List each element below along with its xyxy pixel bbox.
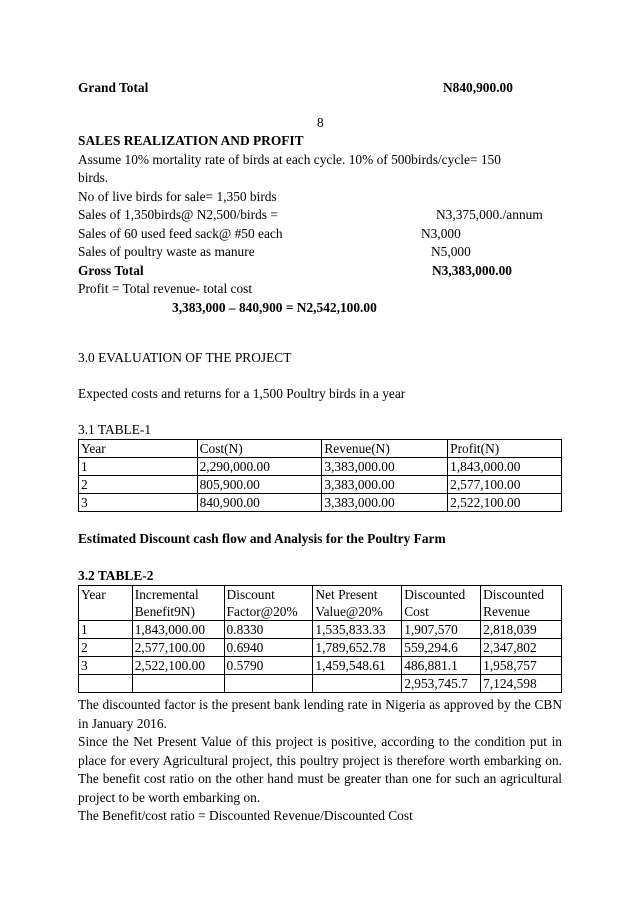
table-cell: 1,843,000.00 (448, 458, 562, 476)
table-header-cell: Discounted Cost (402, 586, 481, 621)
table-cell: 3,383,000.00 (322, 494, 448, 512)
note-discount-factor: The discounted factor is the present bank lending rate in Nigeria as approved by the CBN in January 2016. (78, 697, 562, 731)
table-total-row (79, 675, 562, 693)
table1-caption: 3.1 TABLE-1 (78, 422, 152, 437)
table-cell: 3,383,000.00 (322, 458, 448, 476)
table-header-cell: Net Present Value@20% (313, 586, 402, 621)
evaluation-heading: 3.0 EVALUATION OF THE PROJECT (78, 350, 292, 365)
sales-row-label: Sales of 1,350birds@ N2,500/birds = (78, 207, 278, 222)
discount-heading: Estimated Discount cash flow and Analysis for the Poultry Farm (78, 531, 446, 546)
table-cell: 805,900.00 (197, 476, 322, 494)
table-cell: 1,535,833.33 (313, 621, 402, 639)
table-row (79, 458, 562, 476)
table-cell: 0.8330 (224, 621, 313, 639)
table-header-cell: Year (79, 586, 133, 621)
sales-assumption: Assume 10% mortality rate of birds at each cycle. 10% of 500birds/cycle= 150 (78, 152, 501, 167)
table-cell: 2,290,000.00 (197, 458, 322, 476)
table-cell: 3,383,000.00 (322, 476, 448, 494)
table-cell: 2,818,039 (481, 621, 562, 639)
table-cell (79, 675, 133, 693)
sales-heading: SALES REALIZATION AND PROFIT (78, 133, 304, 148)
table-cell: 2,577,100.00 (132, 639, 224, 657)
table-cell: 2 (79, 639, 133, 657)
table2 (78, 585, 562, 693)
table-header-cell: Year (79, 440, 198, 458)
table-cell: 2,522,100.00 (132, 657, 224, 675)
evaluation-intro: Expected costs and returns for a 1,500 Poultry birds in a year (78, 386, 406, 401)
table-header-row (79, 440, 562, 458)
table-cell: 7,124,598 (481, 675, 562, 693)
profit-formula: Profit = Total revenue- total cost (78, 281, 253, 296)
table-cell: 1,958,757 (481, 657, 562, 675)
sales-row-label: Sales of poultry waste as manure (78, 244, 255, 259)
table-cell: 1,907,570 (402, 621, 481, 639)
table-cell: 2,953,745.7 (402, 675, 481, 693)
table-cell: 2 (79, 476, 198, 494)
grand-total-value: N840,900.00 (443, 80, 513, 95)
gross-total-value: N3,383,000.00 (432, 263, 512, 278)
table-cell: 0.5790 (224, 657, 313, 675)
sales-row-value: N5,000 (431, 244, 471, 259)
table-header-cell: Cost(N) (197, 440, 322, 458)
live-birds-line: No of live birds for sale= 1,350 birds (78, 189, 277, 204)
table-cell: 486,881.1 (402, 657, 481, 675)
table-header-cell: Discount Factor@20% (224, 586, 313, 621)
note-bcr: The Benefit/cost ratio = Discounted Revenue/Discounted Cost (78, 808, 413, 823)
table-header-cell: Incremental Benefit9N) (132, 586, 224, 621)
table-row (79, 657, 562, 675)
table-cell: 840,900.00 (197, 494, 322, 512)
table-cell: 559,294.6 (402, 639, 481, 657)
grand-total-label: Grand Total (78, 80, 149, 95)
table-cell: 3 (79, 494, 198, 512)
table-cell: 1,789,652.78 (313, 639, 402, 657)
sales-row-value: N3,000 (421, 226, 461, 241)
table-header-cell: Profit(N) (448, 440, 562, 458)
page-number: 8 (317, 115, 324, 130)
table-cell (224, 675, 313, 693)
table-row (79, 476, 562, 494)
table-header-cell: Discounted Revenue (481, 586, 562, 621)
table2-caption: 3.2 TABLE-2 (78, 568, 154, 583)
table-cell: 1 (79, 621, 133, 639)
table-header-cell: Revenue(N) (322, 440, 448, 458)
profit-calculation: 3,383,000 – 840,900 = N2,542,100.00 (172, 300, 377, 315)
table-cell: 0.6940 (224, 639, 313, 657)
sales-row-label: Sales of 60 used feed sack@ #50 each (78, 226, 283, 241)
table-header-row (79, 586, 562, 621)
gross-total-label: Gross Total (78, 263, 144, 278)
table-cell: 2,522,100.00 (448, 494, 562, 512)
table-cell: 2,577,100.00 (448, 476, 562, 494)
table-cell: 3 (79, 657, 133, 675)
sales-assumption-cont: birds. (78, 170, 109, 185)
table-cell: 2,347,802 (481, 639, 562, 657)
table1 (78, 439, 562, 512)
table-cell: 1,459,548.61 (313, 657, 402, 675)
note-npv: Since the Net Present Value of this project is positive, according to the condition put in place for every Agricultural project, this poultry project is therefore worth embarking on. The benefit cost ratio on the other hand must be greater than one for such an agricultural project to be worth embarking on. (78, 734, 562, 805)
table-cell (132, 675, 224, 693)
table-cell: 1 (79, 458, 198, 476)
table-row (79, 639, 562, 657)
table-cell (313, 675, 402, 693)
table-cell: 1,843,000.00 (132, 621, 224, 639)
sales-row-value: N3,375,000./annum (436, 207, 543, 222)
table-row (79, 494, 562, 512)
table-row (79, 621, 562, 639)
